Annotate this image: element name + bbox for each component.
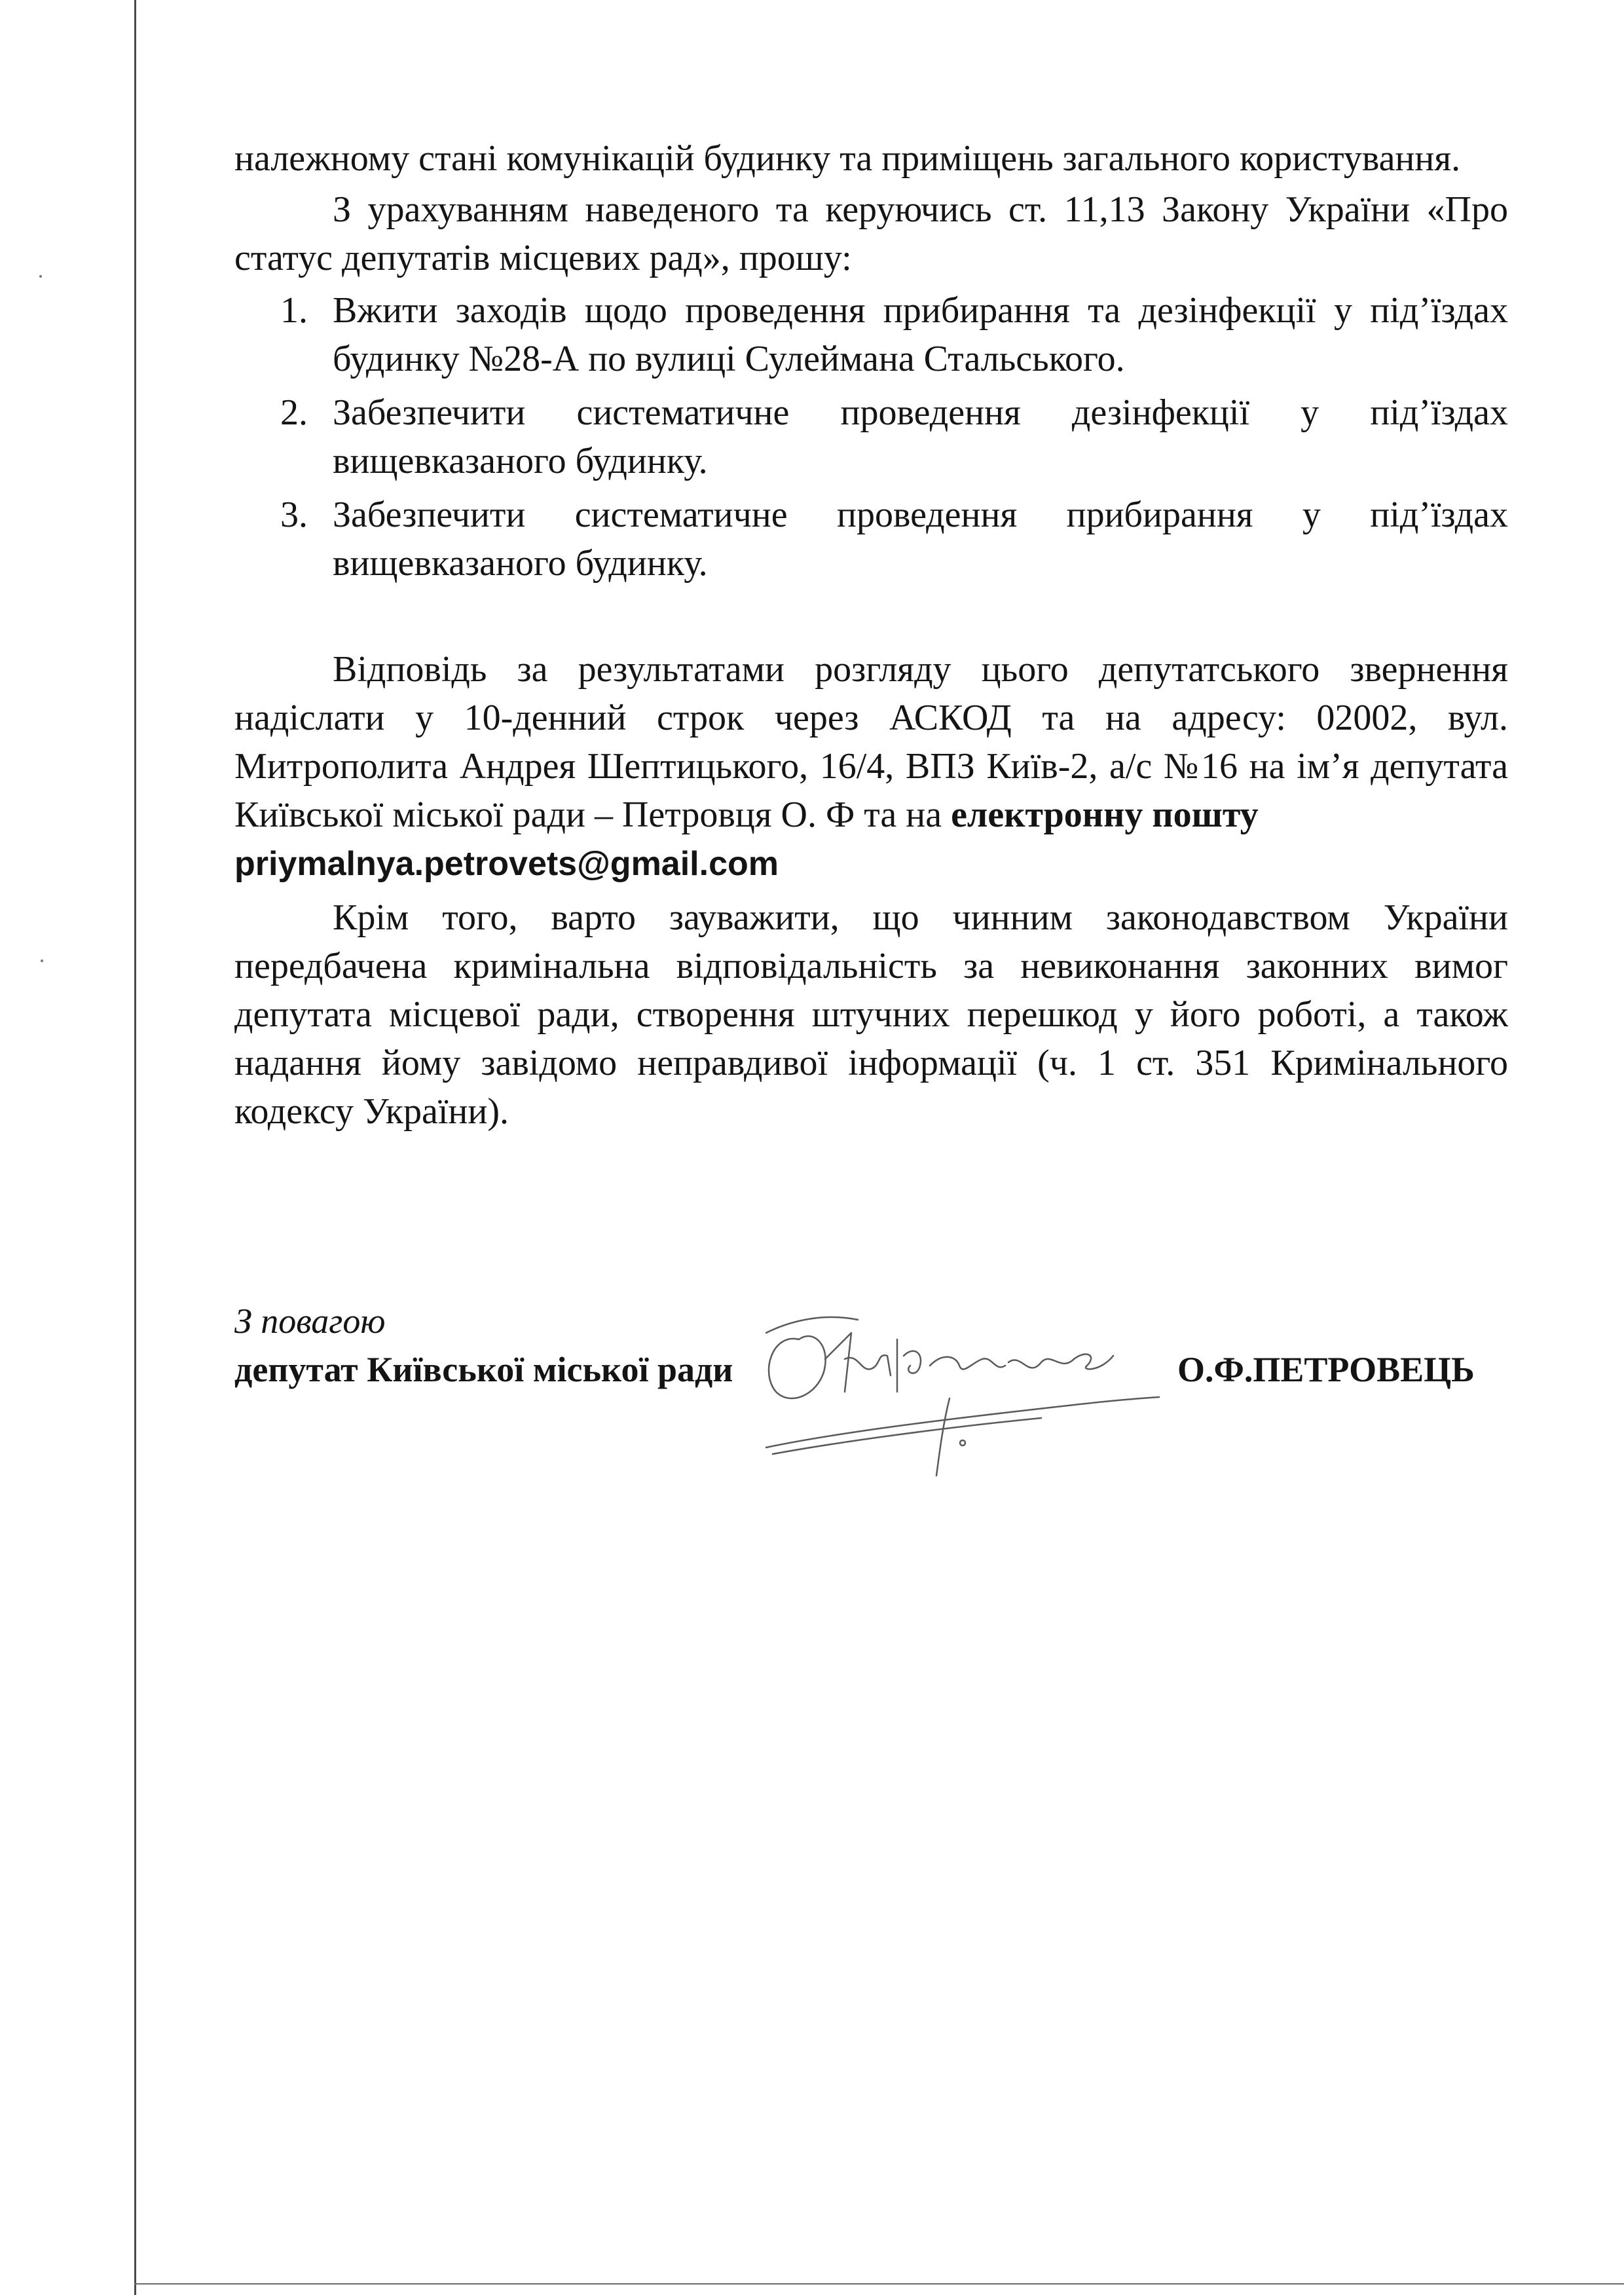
request-text: Забезпечити систематичне проведення дезінфекції у під’їздах вищевказаного будинку. — [333, 392, 1508, 481]
letter-body — [234, 134, 1508, 1136]
liability-paragraph: Крім того, варто зауважити, що чинним законодавством України передбачена кримінальна відповідальність за невиконання законних вимог депутата місцевої ради, створення штучних перешкод у його роботі, а також надання йому завідомо неправдивої інформації (ч. 1 ст. 351 Кримінального кодексу України). — [234, 897, 1508, 1132]
request-text: Забезпечити систематичне проведення прибирання у під’їздах вищевказаного будинку. — [333, 494, 1508, 584]
paragraph-gap — [234, 593, 1508, 645]
request-item — [234, 286, 1508, 383]
handwritten-signature — [747, 1294, 1166, 1477]
signer-name: О.Ф.ПЕТРОВЕЦЬ — [1177, 1350, 1475, 1389]
email-address: priymalnya.petrovets@gmail.com — [234, 845, 779, 883]
email-label: електронну пошту — [951, 794, 1259, 835]
scan-speck — [39, 275, 42, 278]
request-item — [234, 491, 1508, 588]
continuation-paragraph: належному стані комунікацій будинку та приміщень загального користування. — [234, 138, 1461, 179]
response-paragraph — [234, 645, 1508, 888]
salutation: З повагою — [234, 1301, 386, 1341]
request-number: 3. — [280, 494, 308, 535]
request-number: 1. — [280, 290, 308, 331]
request-list — [234, 286, 1508, 588]
scan-left-edge — [134, 0, 136, 2295]
response-text: Відповідь за результатами розгляду цього депутатського звернення надіслати у 10-денний строк через АСКОД та на адресу: 02002, вул. Митрополита Андрея Шептицького, 16/4, ВПЗ Київ-2, а/с №16 на ім’я депутата Київської міської ради – Петровця О. Ф та на — [234, 649, 1508, 835]
request-item — [234, 388, 1508, 485]
intro-paragraph: З урахуванням наведеного та керуючись ст. 11,13 Закону України «Про статус депутатів місцевих рад», прошу: — [234, 189, 1508, 278]
request-text: Вжити заходів щодо проведення прибирання та дезінфекції у під’їздах будинку №28-А по вулиці Сулеймана Стальського. — [333, 290, 1508, 379]
scan-bottom-edge — [134, 2283, 1624, 2285]
signer-role: депутат Київської міської ради — [234, 1350, 733, 1389]
closing-block — [234, 1297, 733, 1394]
scan-speck — [41, 960, 43, 962]
request-number: 2. — [280, 392, 308, 433]
